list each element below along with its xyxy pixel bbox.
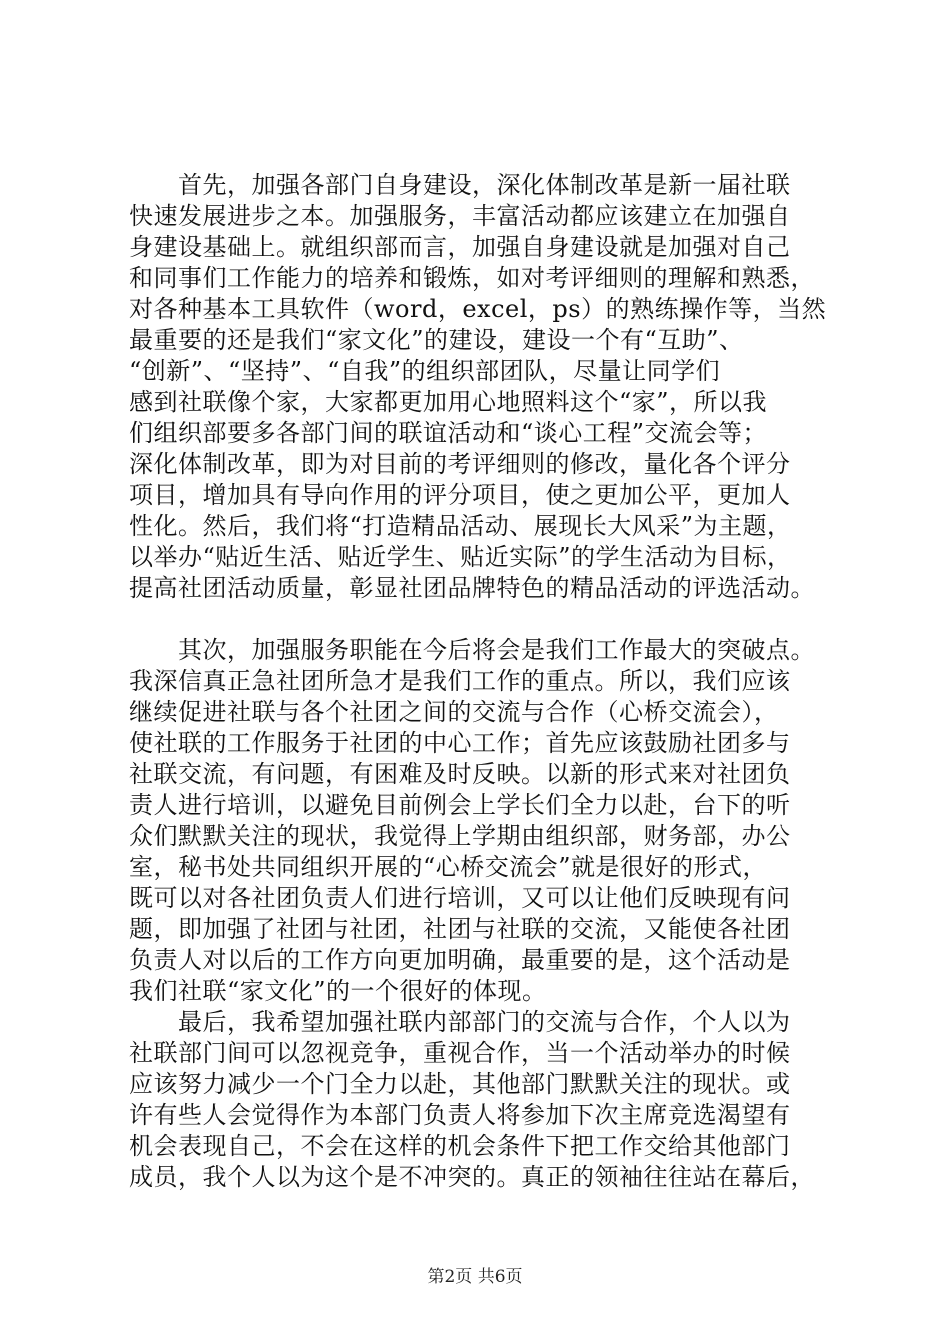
page-number-label: 第2页 共6页 bbox=[427, 1267, 523, 1287]
text-line: 继续促进社联与各个社团之间的交流与合作（心桥交流会）， bbox=[129, 698, 779, 726]
paragraph-3 bbox=[129, 1007, 829, 1193]
text-line: 以举办“贴近生活、贴近学生、贴近实际”的学生活动为目标， bbox=[129, 543, 792, 571]
text-line: 既可以对各社团负责人们进行培训，又可以让他们反映现有问 bbox=[129, 884, 791, 912]
paragraph-2 bbox=[129, 635, 829, 1007]
text-line: 题，即加强了社团与社团，社团与社联的交流，又能使各社团 bbox=[129, 915, 791, 943]
text-line: 们组织部要多各部门间的联谊活动和“谈心工程”交流会等； bbox=[129, 419, 768, 447]
text-line: 对各种基本工具软件（word，excel，ps）的熟练操作等，当然 bbox=[129, 295, 827, 323]
text-line: 成员，我个人以为这个是不冲突的。真正的领袖往往站在幕后， bbox=[129, 1163, 815, 1191]
text-line: 许有些人会觉得作为本部门负责人将参加下次主席竞选渴望有 bbox=[129, 1101, 791, 1129]
text-line: 负责人对以后的工作方向更加明确，最重要的是，这个活动是 bbox=[129, 946, 791, 974]
text-line: 和同事们工作能力的培养和锻炼，如对考评细则的理解和熟悉， bbox=[129, 264, 815, 292]
text-line: 提高社团活动质量，彰显社团品牌特色的精品活动的评选活动。 bbox=[129, 574, 815, 602]
text-line: 应该努力减少一个门全力以赴，其他部门默默关注的现状。或 bbox=[129, 1070, 791, 1098]
text-line: 社联交流，有问题，有困难及时反映。以新的形式来对社团负 bbox=[129, 760, 791, 788]
paragraph-gap bbox=[129, 604, 829, 635]
text-line: 责人进行培训，以避免目前例会上学长们全力以赴，台下的听 bbox=[129, 791, 791, 819]
text-line: 众们默默关注的现状，我觉得上学期由组织部，财务部，办公 bbox=[129, 822, 791, 850]
text-line: 其次，加强服务职能在今后将会是我们工作最大的突破点。 bbox=[129, 636, 815, 664]
text-line: 最后，我希望加强社联内部部门的交流与合作，个人以为 bbox=[129, 1008, 791, 1036]
text-line: “创新”、“坚持”、“自我”的组织部团队，尽量让同学们 bbox=[129, 357, 721, 385]
text-line: 我们社联“家文化”的一个很好的体现。 bbox=[129, 977, 547, 1005]
text-line: 项目，增加具有导向作用的评分项目，使之更加公平，更加人 bbox=[129, 481, 791, 509]
text-line: 深化体制改革，即为对目前的考评细则的修改，量化各个评分 bbox=[129, 450, 791, 478]
text-line: 首先，加强各部门自身建设，深化体制改革是新一届社联 bbox=[129, 171, 791, 199]
text-line: 社联部门间可以忽视竞争，重视合作，当一个活动举办的时候 bbox=[129, 1039, 791, 1067]
text-line: 感到社联像个家，大家都更加用心地照料这个“家”，所以我 bbox=[129, 388, 768, 416]
paragraph-1 bbox=[129, 170, 829, 604]
text-line: 使社联的工作服务于社团的中心工作；首先应该鼓励社团多与 bbox=[129, 729, 791, 757]
page-footer bbox=[0, 1266, 950, 1288]
text-line: 快速发展进步之本。加强服务，丰富活动都应该建立在加强自 bbox=[129, 202, 791, 230]
text-line: 最重要的还是我们“家文化”的建设，建设一个有“互助”、 bbox=[129, 326, 744, 354]
text-line: 身建设基础上。就组织部而言，加强自身建设就是加强对自己 bbox=[129, 233, 791, 261]
text-line: 室，秘书处共同组织开展的“心桥交流会”就是很好的形式， bbox=[129, 853, 768, 881]
document-body bbox=[129, 170, 829, 1193]
text-line: 我深信真正急社团所急才是我们工作的重点。所以，我们应该 bbox=[129, 667, 791, 695]
text-line: 性化。然后，我们将“打造精品活动、展现长大风采”为主题， bbox=[129, 512, 792, 540]
text-line: 机会表现自己，不会在这样的机会条件下把工作交给其他部门 bbox=[129, 1132, 791, 1160]
